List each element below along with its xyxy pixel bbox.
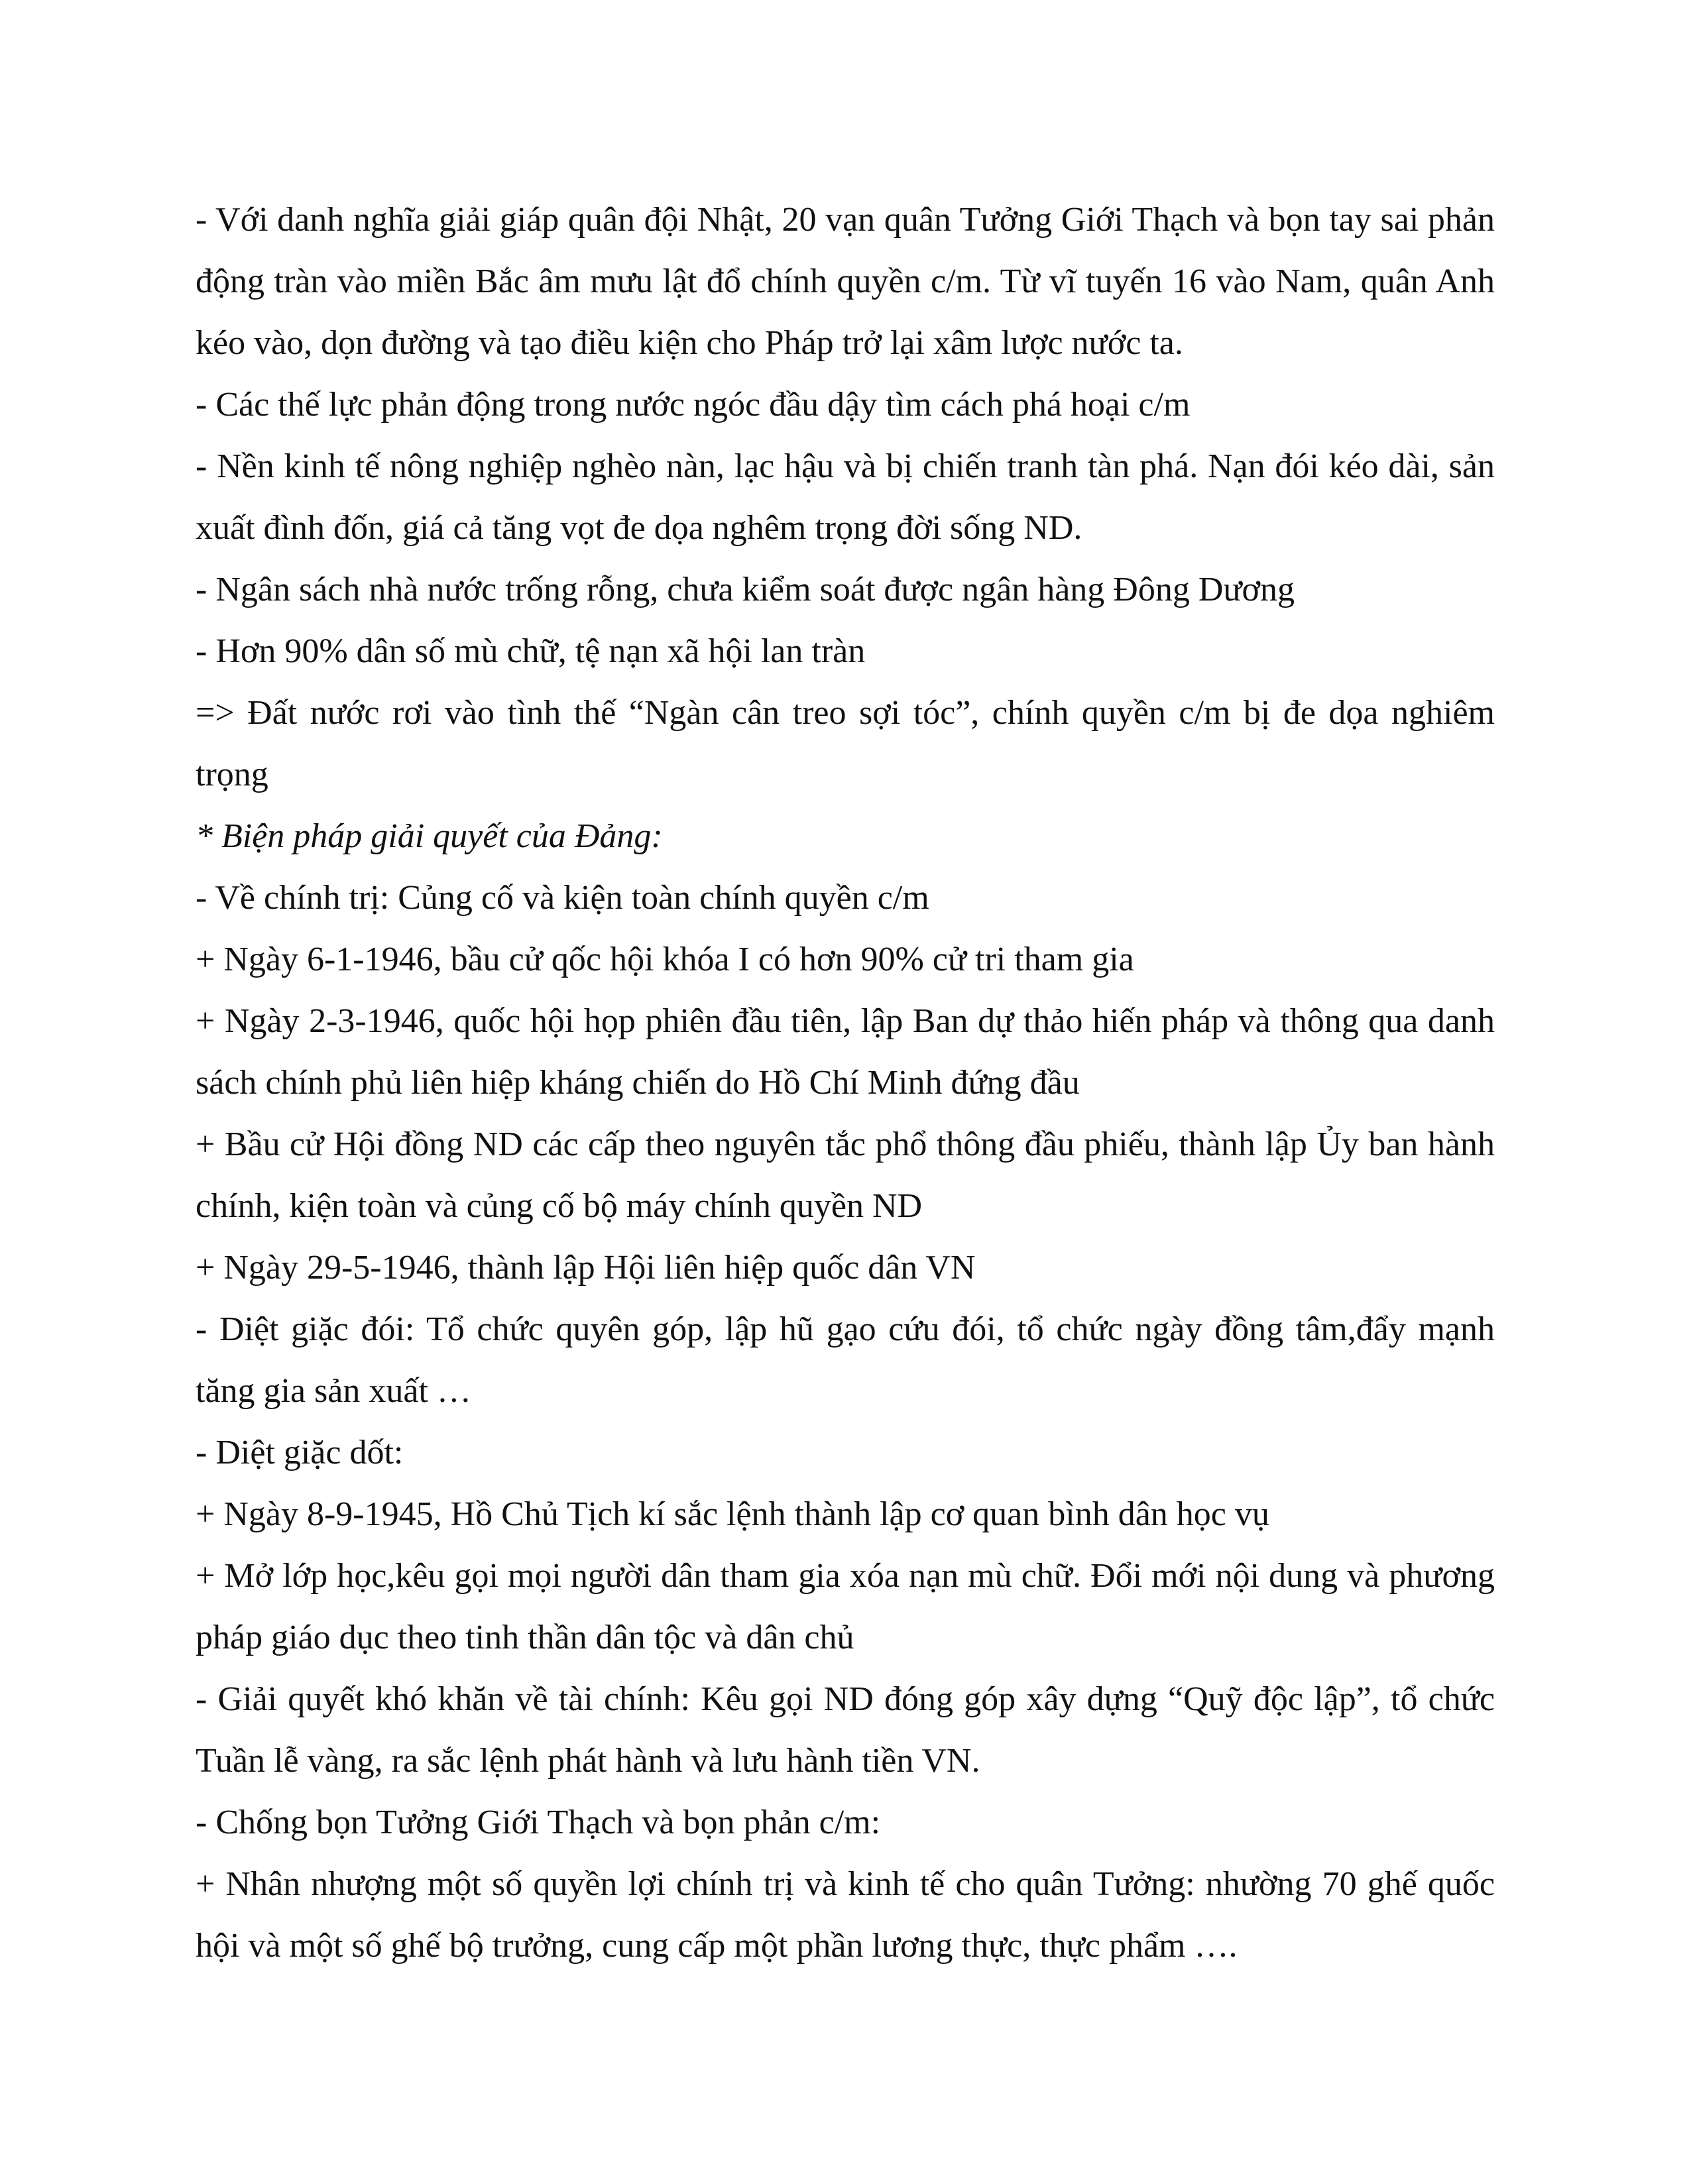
paragraph: + Ngày 29-5-1946, thành lập Hội liên hiệp quốc dân VN (196, 1249, 976, 1287)
paragraph: - Về chính trị: Củng cố và kiện toàn chính quyền c/m (196, 879, 929, 917)
paragraph: - Ngân sách nhà nước trống rỗng, chưa kiểm soát được ngân hàng Đông Dương (196, 571, 1295, 608)
conclusion-paragraph: => Đất nước rơi vào tình thế “Ngàn cân treo sợi tóc”, chính quyền c/m bị đe dọa nghiêm trọng (196, 694, 1495, 793)
paragraph: + Ngày 2-3-1946, quốc hội họp phiên đầu tiên, lập Ban dự thảo hiến pháp và thông qua danh sách chính phủ liên hiệp kháng chiến do Hồ Chí Minh đứng đầu (196, 1002, 1495, 1102)
paragraph: - Diệt giặc dốt: (196, 1434, 404, 1471)
paragraph: - Nền kinh tế nông nghiệp nghèo nàn, lạc hậu và bị chiến tranh tàn phá. Nạn đói kéo dài, sản xuất đình đốn, giá cả tăng vọt đe dọa nghêm trọng đời sống ND. (196, 447, 1495, 547)
paragraph: + Ngày 6-1-1946, bầu cử qốc hội khóa I có hơn 90% cử tri tham gia (196, 941, 1134, 978)
paragraph: - Diệt giặc đói: Tổ chức quyên góp, lập hũ gạo cứu đói, tổ chức ngày đồng tâm,đẩy mạnh tăng gia sản xuất … (196, 1310, 1495, 1410)
paragraph: - Với danh nghĩa giải giáp quân đội Nhật, 20 vạn quân Tưởng Giới Thạch và bọn tay sai phản động tràn vào miền Bắc âm mưu lật đổ chính quyền c/m. Từ vĩ tuyến 16 vào Nam, quân Anh kéo vào, dọn đường và tạo điều kiện cho Pháp trở lại xâm lược nước ta. (196, 201, 1495, 362)
document-body (196, 189, 1495, 1977)
section-heading: * Biện pháp giải quyết của Đảng: (196, 817, 663, 855)
paragraph: - Hơn 90% dân số mù chữ, tệ nạn xã hội lan tràn (196, 632, 866, 670)
paragraph: - Chống bọn Tưởng Giới Thạch và bọn phản c/m: (196, 1804, 881, 1841)
paragraph: + Mở lớp học,kêu gọi mọi người dân tham gia xóa nạn mù chữ. Đổi mới nội dung và phương pháp giáo dục theo tinh thần dân tộc và dân chủ (196, 1557, 1495, 1656)
paragraph: - Giải quyết khó khăn về tài chính: Kêu gọi ND đóng góp xây dựng “Quỹ độc lập”, tổ chức Tuần lễ vàng, ra sắc lệnh phát hành và lưu hành tiền VN. (196, 1680, 1495, 1780)
paragraph: + Ngày 8-9-1945, Hồ Chủ Tịch kí sắc lệnh thành lập cơ quan bình dân học vụ (196, 1495, 1269, 1533)
paragraph: + Nhân nhượng một số quyền lợi chính trị và kinh tế cho quân Tưởng: nhường 70 ghế quốc hội và một số ghế bộ trưởng, cung cấp một phần lương thực, thực phẩm …. (196, 1865, 1495, 1965)
paragraph: - Các thế lực phản động trong nước ngóc đầu dậy tìm cách phá hoại c/m (196, 386, 1191, 424)
paragraph: + Bầu cử Hội đồng ND các cấp theo nguyên tắc phổ thông đầu phiếu, thành lập Ủy ban hành chính, kiện toàn và củng cố bộ máy chính quyền ND (196, 1125, 1495, 1225)
